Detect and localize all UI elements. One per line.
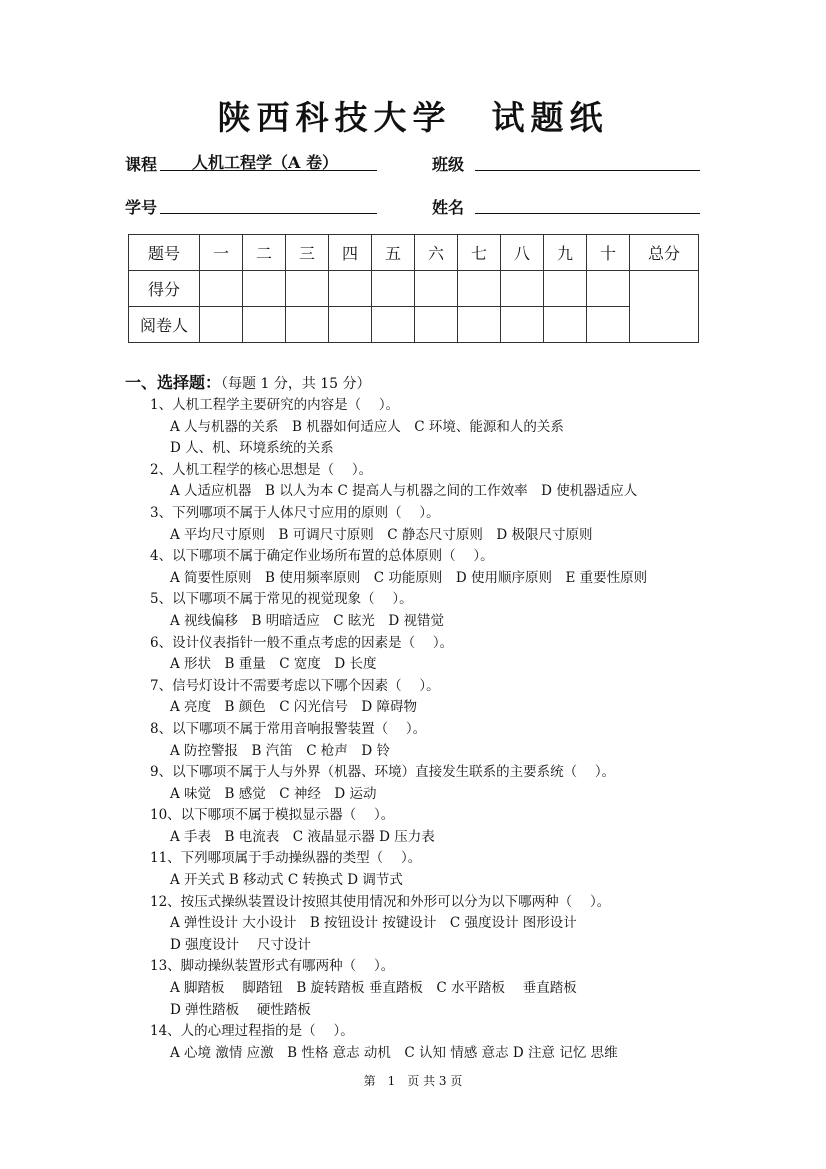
section-title: 一、选择题： xyxy=(125,373,222,392)
score-cell xyxy=(501,271,544,307)
grader-cell xyxy=(243,307,286,343)
page-footer: 第 1 页 共 3 页 xyxy=(363,1074,463,1088)
score-header-row xyxy=(129,235,699,271)
question-list xyxy=(150,395,710,1064)
header-cell: 一 xyxy=(200,235,243,271)
question-text: 7、信号灯设计不需要考虑以下哪个因素（ ）。 xyxy=(150,677,440,694)
question-text: 11、下列哪项属于手动操纵器的类型（ ）。 xyxy=(150,850,422,867)
question-text: 8、以下哪项不属于常用音响报警装置（ ）。 xyxy=(150,720,427,737)
grader-cell xyxy=(501,307,544,343)
score-cell xyxy=(200,271,243,307)
grader-cell xyxy=(587,307,630,343)
total-cell xyxy=(630,271,699,343)
question-options: A 人与机器的关系 B 机器如何适应人 C 环境、能源和人的关系 xyxy=(170,418,564,435)
grader-cell xyxy=(372,307,415,343)
question-text: 9、以下哪项不属于人与外界（机器、环境）直接发生联系的主要系统（ ）。 xyxy=(150,764,616,781)
question-options: D 弹性踏板 硬性踏板 xyxy=(170,1001,311,1018)
section-note: （每题 1 分，共 15 分） xyxy=(221,376,371,392)
course-label: 课程 xyxy=(125,155,158,174)
question-options: A 防控警报 B 汽笛 C 枪声 D 铃 xyxy=(170,742,390,759)
question-options: A 弹性设计 大小设计 B 按钮设计 按键设计 C 强度设计 图形设计 xyxy=(170,915,577,932)
course-field: 人机工程学（A 卷） xyxy=(160,150,377,171)
score-cell xyxy=(544,271,587,307)
school-name: 陕西科技大学 xyxy=(217,98,452,137)
question-options: A 心境 激情 应激 B 性格 意志 动机 C 认知 情感 意志 D 注意 记忆 思维 xyxy=(170,1044,618,1061)
question-options: A 视线偏移 B 明暗适应 C 眩光 D 视错觉 xyxy=(170,612,444,629)
header-cell: 题号 xyxy=(129,235,200,271)
header-cell: 十 xyxy=(587,235,630,271)
question-text: 13、脚动操纵装置形式有哪两种（ ）。 xyxy=(150,958,395,975)
name-label: 姓名 xyxy=(432,198,465,217)
header-cell: 八 xyxy=(501,235,544,271)
row-label: 得分 xyxy=(129,271,200,307)
score-cell xyxy=(372,271,415,307)
question-text: 4、以下哪项不属于确定作业场所布置的总体原则（ ）。 xyxy=(150,548,494,565)
grader-cell xyxy=(415,307,458,343)
name-field[interactable] xyxy=(475,193,700,214)
grader-cell xyxy=(286,307,329,343)
header-cell: 九 xyxy=(544,235,587,271)
question-text: 10、以下哪项不属于模拟显示器（ ）。 xyxy=(150,807,395,824)
question-text: 3、下列哪项不属于人体尺寸应用的原则（ ）。 xyxy=(150,504,440,521)
question-text: 12、按压式操纵装置设计按照其使用情况和外形可以分为以下哪两种（ ）。 xyxy=(150,893,611,910)
question-options: A 形状 B 重量 C 宽度 D 长度 xyxy=(170,656,377,673)
header-cell: 四 xyxy=(329,235,372,271)
question-text: 5、以下哪项不属于常见的视觉现象（ ）。 xyxy=(150,591,413,608)
question-options: D 人、机、环境系统的关系 xyxy=(170,440,334,457)
header-cell: 七 xyxy=(458,235,501,271)
grader-cell xyxy=(200,307,243,343)
question-options: A 脚踏板 脚踏钮 B 旋转踏板 垂直踏板 C 水平踏板 垂直踏板 xyxy=(170,980,577,997)
grader-cell xyxy=(544,307,587,343)
question-options: D 强度设计 尺寸设计 xyxy=(170,936,311,953)
header-cell: 总分 xyxy=(630,235,699,271)
score-cell xyxy=(286,271,329,307)
header-cell: 二 xyxy=(243,235,286,271)
header-cell: 六 xyxy=(415,235,458,271)
score-cell xyxy=(415,271,458,307)
question-text: 1、人机工程学主要研究的内容是（ ）。 xyxy=(150,397,400,413)
question-text: 14、人的心理过程指的是（ ）。 xyxy=(150,1023,354,1040)
section-heading xyxy=(125,370,371,393)
score-cell xyxy=(587,271,630,307)
score-table xyxy=(128,234,699,343)
student-id-field[interactable] xyxy=(160,193,377,214)
score-cell xyxy=(458,271,501,307)
question-options: A 味觉 B 感觉 C 神经 D 运动 xyxy=(170,785,377,802)
question-options: A 开关式 B 移动式 C 转换式 D 调节式 xyxy=(170,872,403,889)
score-row xyxy=(129,271,699,307)
score-cell xyxy=(329,271,372,307)
grader-row xyxy=(129,307,699,343)
grader-cell xyxy=(329,307,372,343)
score-cell xyxy=(243,271,286,307)
question-options: A 亮度 B 颜色 C 闪光信号 D 障碍物 xyxy=(170,699,417,716)
row-label: 阅卷人 xyxy=(129,307,200,343)
question-text: 6、设计仪表指针一般不重点考虑的因素是（ ）。 xyxy=(150,634,454,651)
question-options: A 手表 B 电流表 C 液晶显示器 D 压力表 xyxy=(170,828,435,845)
student-id-label: 学号 xyxy=(125,198,158,217)
doc-type: 试题纸 xyxy=(491,98,609,137)
question-options: A 人适应机器 B 以人为本 C 提高人与机器之间的工作效率 D 使机器适应人 xyxy=(170,483,638,500)
header-cell: 三 xyxy=(286,235,329,271)
exam-title xyxy=(0,92,826,139)
class-field[interactable] xyxy=(475,150,700,171)
header-cell: 五 xyxy=(372,235,415,271)
question-text: 2、人机工程学的核心思想是（ ）。 xyxy=(150,461,373,478)
question-options: A 平均尺寸原则 B 可调尺寸原则 C 静态尺寸原则 D 极限尺寸原则 xyxy=(170,526,593,543)
class-label: 班级 xyxy=(432,155,465,174)
question-options: A 简要性原则 B 使用频率原则 C 功能原则 D 使用顺序原则 E 重要性原则 xyxy=(170,569,648,586)
grader-cell xyxy=(458,307,501,343)
